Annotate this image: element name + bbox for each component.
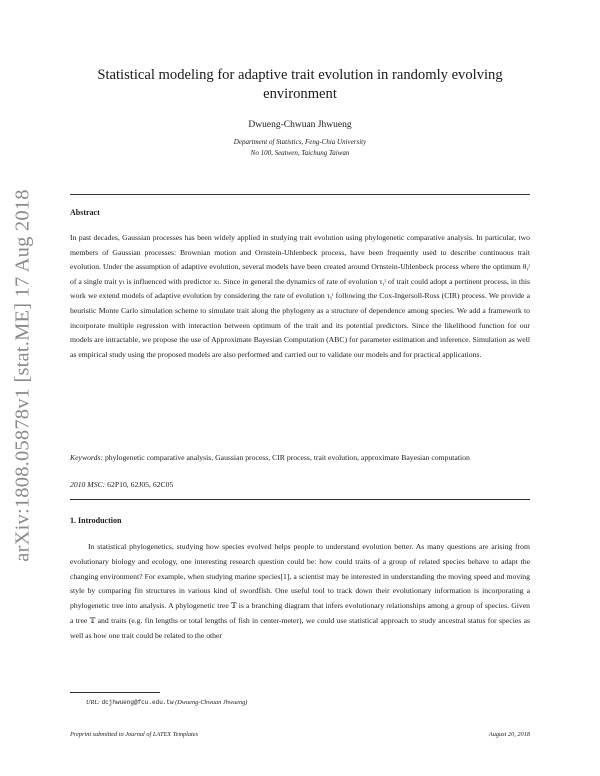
- abstract-body: In past decades, Gaussian processes has been widely applied in studying trait evolution using phylogenetic comparative analysis. In particular, two members of Gaussian processes: Brownian motion and Ornstein-Uhlenbeck process, have been frequently used to describe continuous trait evolution. Under the assumption of adaptive evolution, several models have been created around Ornstein-Uhlenbeck process where the optimum θᵧᵗ of a single trait yₜ is influenced with predictor xₜ. Since in general the dynamics of rate of evolution τᵧᵗ of trait could adopt a pertinent process, in this work we extend models of adaptive evolution by considering the rate of evolution τᵧᵗ following the Cox-Ingersoll-Ross (CIR) process. We provide a heuristic Monte Carlo simulation scheme to simulate trait along the phylogeny as a structure of dependence among species. We add a framework to incorporate multiple regression with interaction between optimum of the trait and its potential predictors. Since the likelihood function for our models are intractable, we propose the use of Approximate Bayesian Computation (ABC) for parameter estimation and inference. Simulation as well as empirical study using the proposed models are also performed and carried out to validate our models and for practical applications.: [70, 233, 530, 359]
- author-affiliation: [70, 137, 530, 158]
- msc-text: 62P10, 62J05, 62C05: [107, 480, 174, 489]
- keywords-text: phylogenetic comparative analysis, Gaussian process, CIR process, trait evolution, approximate Bayesian computation: [104, 453, 470, 462]
- affiliation-line-1: Department of Statistics, Feng-Chia University: [233, 138, 367, 146]
- introduction-body: In statistical phylogenetics, studying how species evolved helps people to understand evolution better. As many questions are arising from evolutionary biology and ecology, one interesting research question could be: how could traits of a group of related species behave to adapt the changing environment? For example, when studying marine species[1], a scientist may be interested in understanding the moving speed and moving style by comparing fin structures in various kind of swordfish. One useful tool to track down their evolutionary information is incorporating a phylogenetic tree into analysis. A phylogenetic tree 𝕋 is a branching diagram that infers evolutionary relationships among a group of species. Given a tree 𝕋 and traits (e.g. fin lengths or total lengths of fish in center-meter), we could use statistical approach to study ancestral status for species as well as how one trait could be related to the other: [70, 542, 530, 640]
- msc-label: 2010 MSC:: [70, 480, 106, 489]
- footnote-author: (Dwueng-Chwuan Jhwueng): [175, 699, 248, 706]
- footnote-rule: [70, 692, 160, 693]
- affiliation-line-2: No 100, Seatwen, Taichung Taiwan: [250, 148, 350, 157]
- arxiv-identifier-text: arXiv:1808.05878v1 [stat.ME] 17 Aug 2018: [11, 188, 34, 562]
- footer-preprint-note: Preprint submitted to Journal of LATEX Templates: [70, 731, 199, 738]
- abstract-top-rule: [70, 194, 530, 195]
- section-heading-introduction: 1. Introduction: [70, 516, 122, 525]
- footnote: [86, 699, 247, 706]
- msc-codes: [70, 478, 530, 491]
- footnote-email-link[interactable]: dcjhwueng@fcu.edu.tw: [101, 699, 174, 706]
- paper-title: Statistical modeling for adaptive trait evolution in randomly evolving environment: [97, 67, 503, 102]
- abstract-bottom-rule: [70, 499, 530, 500]
- author-name: Dwueng-Chwuan Jhwueng: [248, 120, 352, 130]
- abstract-heading: Abstract: [70, 208, 100, 217]
- footer-date: August 20, 2018: [488, 731, 530, 738]
- keywords: [70, 451, 530, 464]
- arxiv-identifier-stamp: [6, 180, 40, 570]
- footnote-label: URL:: [86, 699, 100, 706]
- keywords-label: Keywords:: [70, 453, 104, 462]
